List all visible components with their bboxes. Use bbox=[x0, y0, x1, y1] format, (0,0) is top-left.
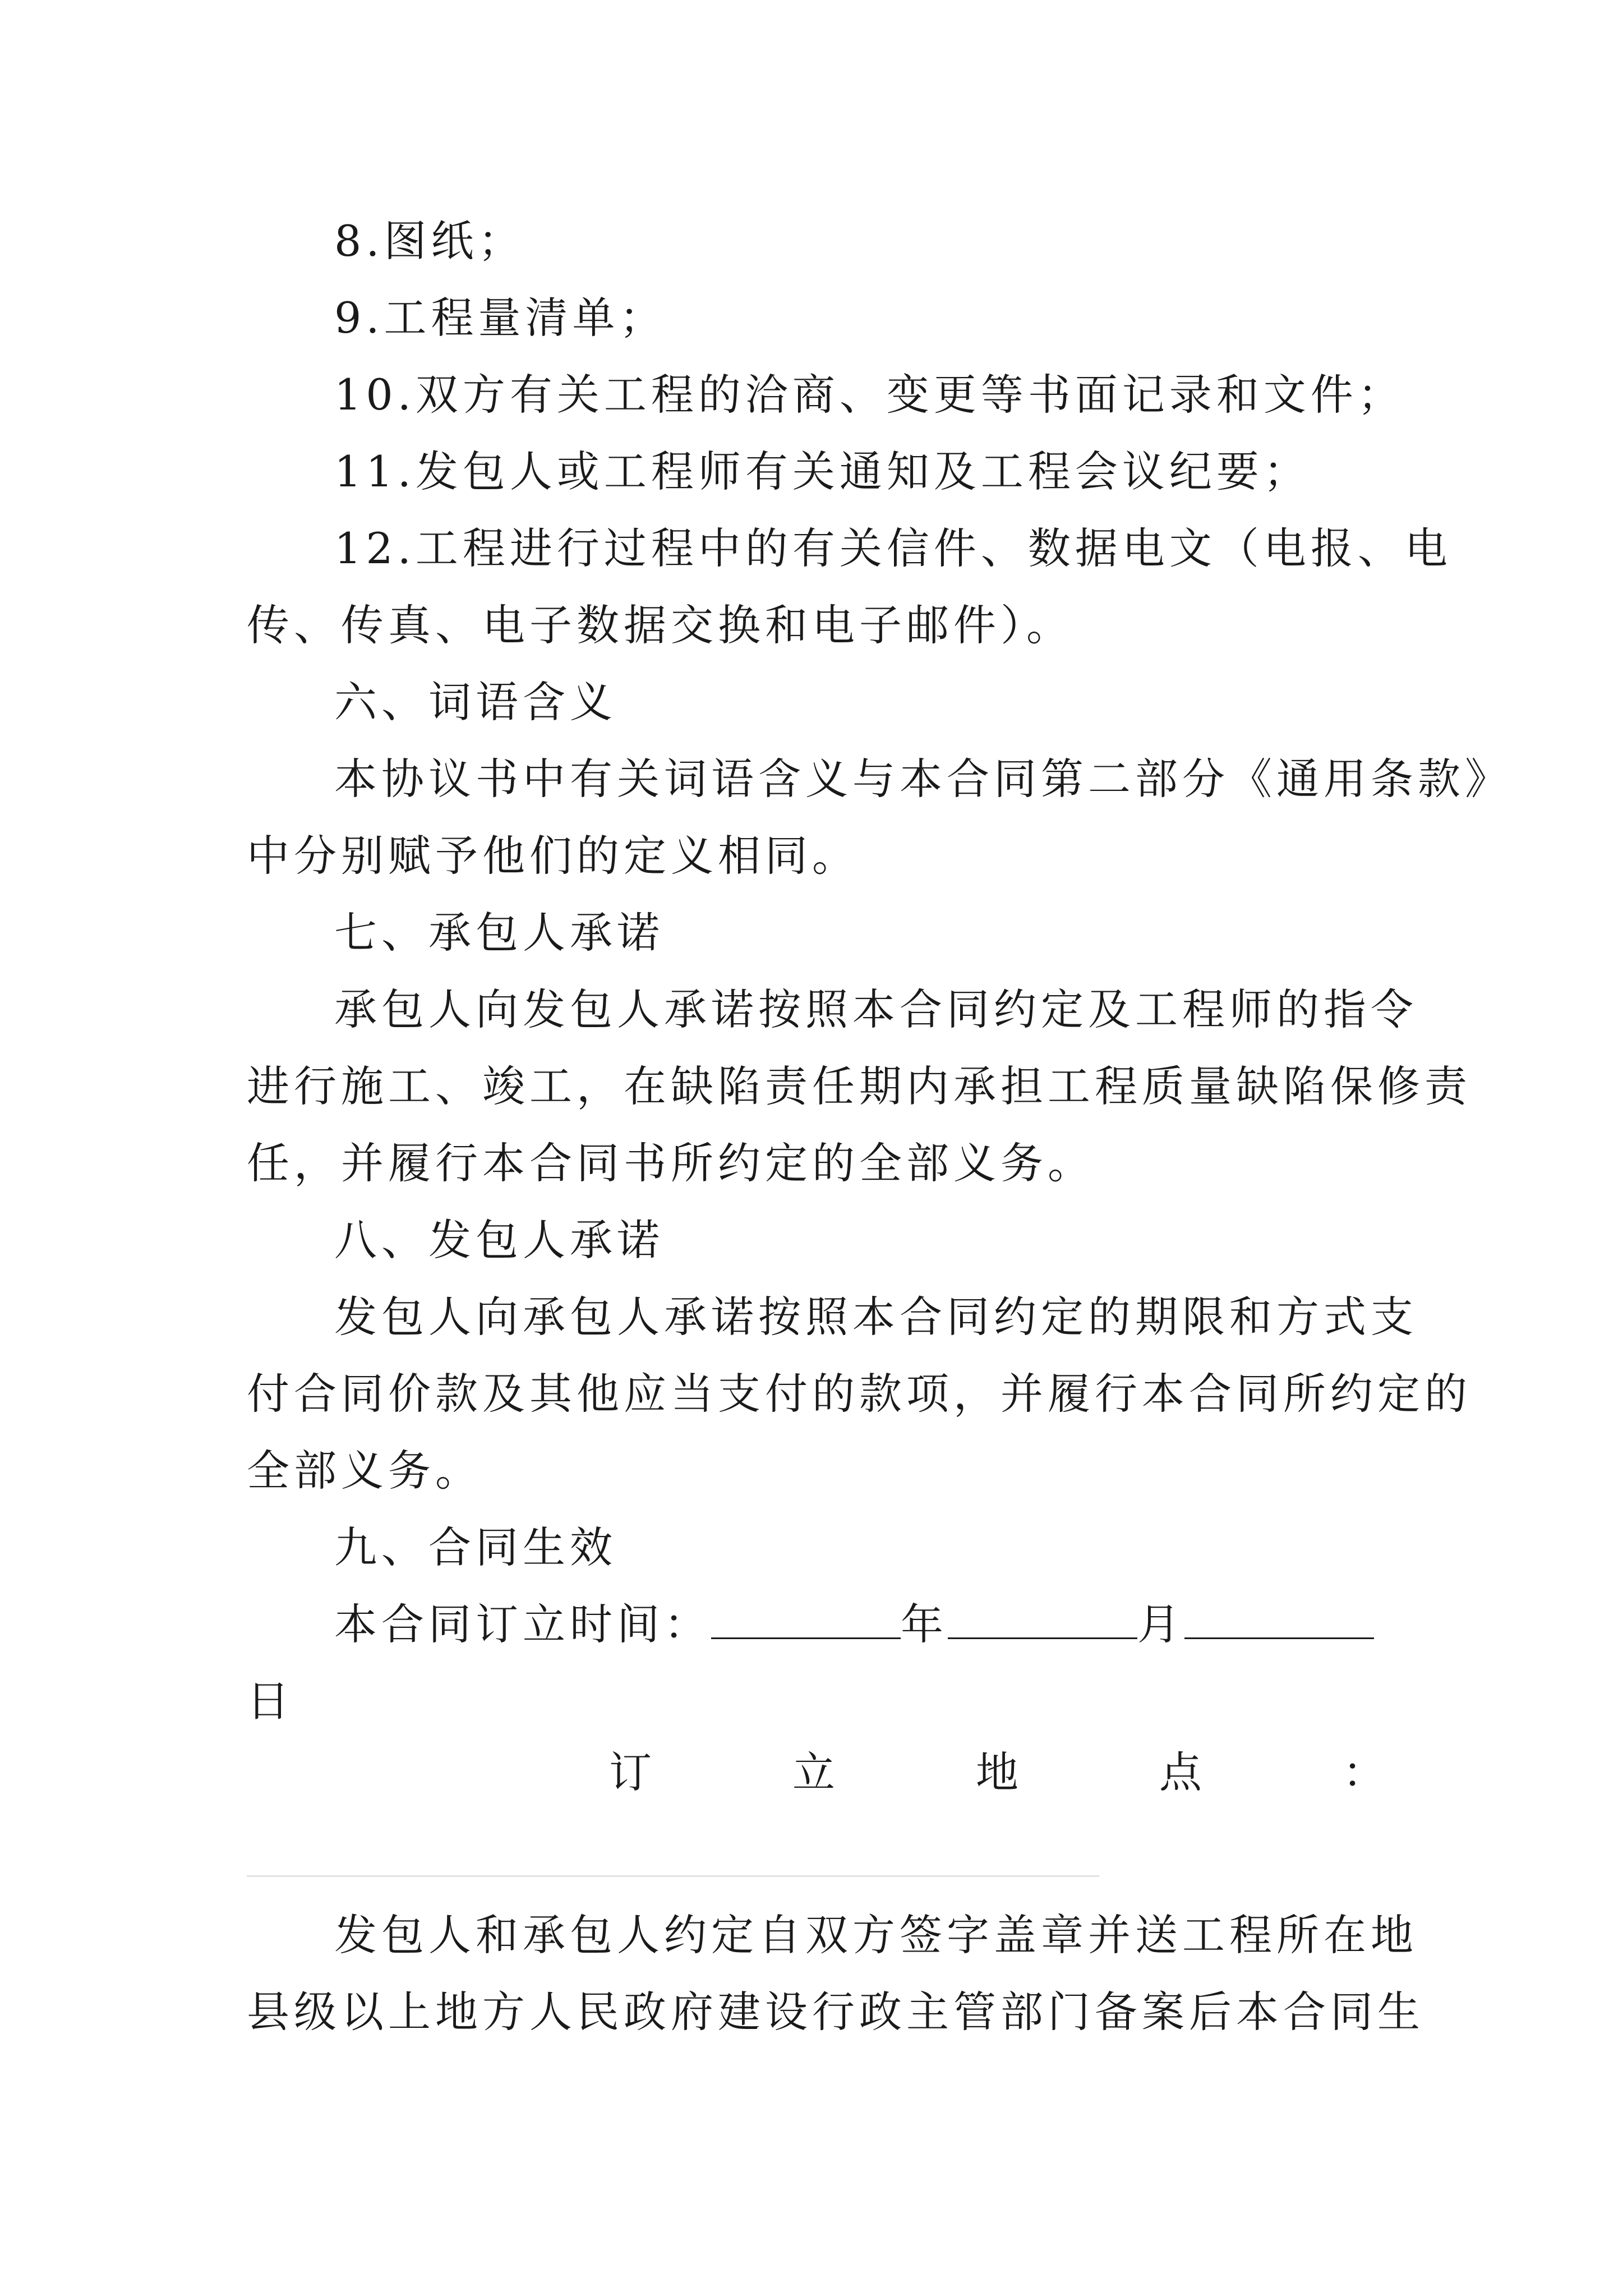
list-item-12-line1: 12.工程进行过程中的有关信件、数据电文（电报、电 bbox=[334, 523, 1452, 573]
paragraph-8-line2: 付合同价款及其他应当支付的款项，并履行本合同所约定的 bbox=[247, 1369, 1472, 1419]
paragraph-7-line1: 承包人向发包人承诺按照本合同约定及工程师的指令 bbox=[334, 984, 1418, 1034]
signing-place-blank-line bbox=[247, 1875, 1099, 1877]
month-label: 月 bbox=[1137, 1599, 1184, 1649]
signing-place-char: ： bbox=[1343, 1747, 1385, 1797]
signing-time-label: 本合同订立时间： bbox=[334, 1599, 711, 1649]
year-label: 年 bbox=[901, 1599, 948, 1649]
list-item-8: 8.图纸； bbox=[334, 216, 525, 266]
paragraph-6-line2: 中分别赋予他们的定义相同。 bbox=[247, 831, 859, 881]
paragraph-8-line3: 全部义务。 bbox=[247, 1446, 482, 1496]
signing-time-line bbox=[334, 1596, 1374, 1653]
list-item-10: 10.双方有关工程的洽商、变更等书面记录和文件； bbox=[334, 370, 1405, 420]
section-heading-8: 八、发包人承诺 bbox=[334, 1215, 664, 1265]
signing-place-char: 地 bbox=[976, 1747, 1018, 1797]
signing-place-label bbox=[609, 1745, 1385, 1801]
year-blank bbox=[711, 1597, 901, 1639]
paragraph-6-line1: 本协议书中有关词语含义与本合同第二部分《通用条款》 bbox=[334, 754, 1512, 804]
section-heading-7: 七、承包人承诺 bbox=[334, 908, 664, 958]
day-blank bbox=[1184, 1597, 1374, 1639]
signing-place-char: 点 bbox=[1159, 1747, 1202, 1797]
paragraph-7-line3: 任，并履行本合同书所约定的全部义务。 bbox=[247, 1138, 1095, 1188]
month-blank bbox=[948, 1597, 1137, 1639]
paragraph-7-line2: 进行施工、竣工，在缺陷责任期内承担工程质量缺陷保修责 bbox=[247, 1061, 1472, 1111]
closing-paragraph-line2: 县级以上地方人民政府建设行政主管部门备案后本合同生 bbox=[247, 1987, 1424, 2037]
list-item-11: 11.发包人或工程师有关通知及工程会议纪要； bbox=[334, 447, 1311, 496]
signing-place-char: 订 bbox=[609, 1747, 652, 1797]
list-item-12-line2: 传、传真、电子数据交换和电子邮件）。 bbox=[247, 600, 1073, 650]
signing-day-label: 日 bbox=[247, 1676, 294, 1726]
signing-place-char: 立 bbox=[792, 1747, 835, 1797]
section-heading-6: 六、词语含义 bbox=[334, 677, 617, 727]
paragraph-8-line1: 发包人向承包人承诺按照本合同约定的期限和方式支 bbox=[334, 1292, 1418, 1342]
list-item-9: 9.工程量清单； bbox=[334, 293, 667, 343]
closing-paragraph-line1: 发包人和承包人约定自双方签字盖章并送工程所在地 bbox=[334, 1910, 1418, 1960]
section-heading-9: 九、合同生效 bbox=[334, 1522, 617, 1572]
